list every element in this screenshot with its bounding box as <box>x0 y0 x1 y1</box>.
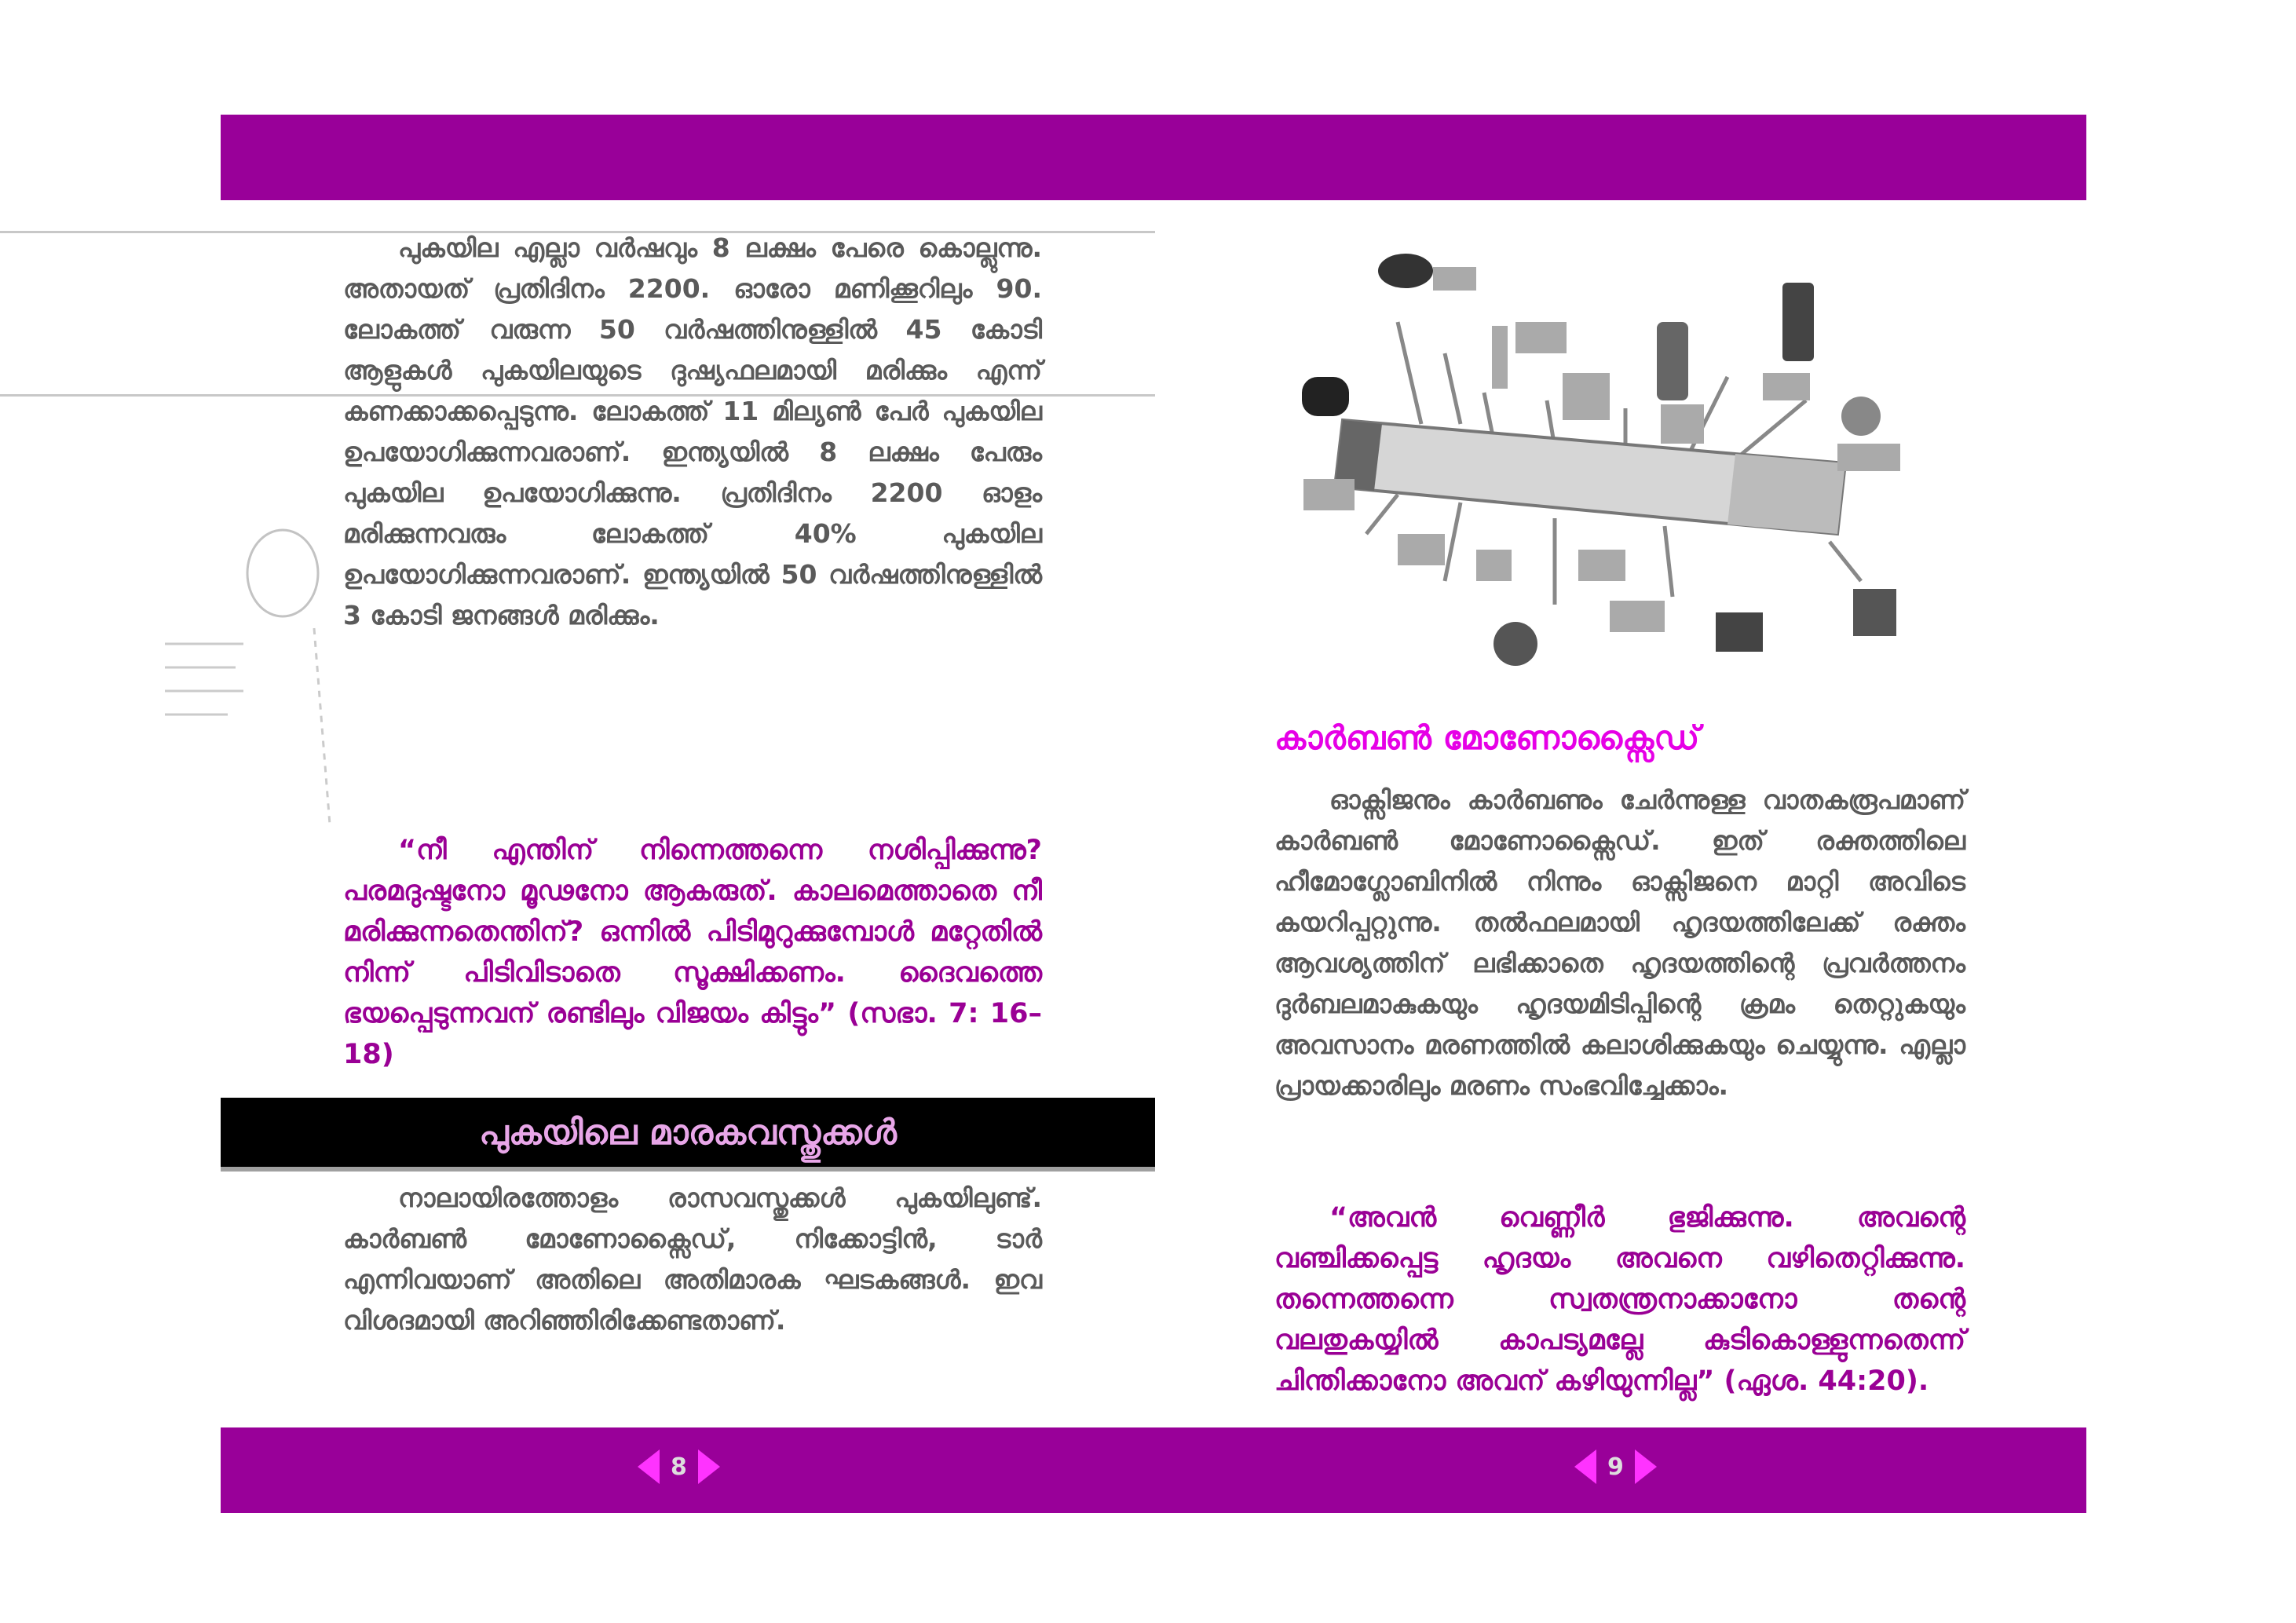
quote-text: “നീ എന്തിന് നിന്നെത്തന്നെ നശിപ്പിക്കുന്നു? പരമദുഷ്ടനോ മൂഢനോ ആകരുത്. കാലമെത്താതെ നീ മരിക്കുന്നതെന്തിന്? ഒന്നിൽ പിടിമുറുക്കുമ്പോൾ മറ്റേതിൽ നിന്ന് പിടിവിടാതെ സൂക്ഷിക്കണം. ദൈവത്തെ ഭയപ്പെടുന്നവന് രണ്ടിലും വിജയം കിട്ടും” (സഭാ. 7: 16–18) <box>343 835 1042 1070</box>
intro-paragraph <box>343 228 1042 636</box>
page-number: 9 <box>1607 1453 1624 1481</box>
page-nav-right <box>1574 1449 1657 1484</box>
section-paragraph <box>343 1178 1042 1341</box>
carbon-monoxide-heading: കാർബൺ മോണോക്സൈഡ് <box>1274 718 1700 757</box>
bible-quote-right <box>1274 1197 1965 1402</box>
section-heading-text: പുകയിലെ മാരകവസ്തുക്കൾ <box>479 1112 897 1153</box>
page-number: 8 <box>671 1453 687 1481</box>
next-arrow-icon[interactable] <box>698 1449 720 1484</box>
prev-arrow-icon[interactable] <box>1574 1449 1596 1484</box>
cigarette-chemicals-diagram <box>1296 236 1928 677</box>
next-arrow-icon[interactable] <box>1635 1449 1657 1484</box>
faded-diagram-image <box>149 510 345 824</box>
carbon-monoxide-paragraph <box>1274 780 1965 1106</box>
page-nav-left <box>638 1449 720 1484</box>
section-text: നാലായിരത്തോളം രാസവസ്തുക്കൾ പുകയിലുണ്ട്. കാർബൺ മോണോക്സൈഡ്, നിക്കോട്ടിൻ, ടാർ എന്നിവയാണ് അതിലെ അതിമാരക ഘടകങ്ങൾ. ഇവ വിശദമായി അറിഞ്ഞിരിക്കേണ്ടതാണ്. <box>343 1183 1042 1336</box>
bible-quote-left <box>343 830 1042 1075</box>
section-heading <box>221 1098 1155 1172</box>
header-band <box>221 115 2086 200</box>
prev-arrow-icon[interactable] <box>638 1449 660 1484</box>
intro-text: പുകയില എല്ലാ വർഷവും 8 ലക്ഷം പേരെ കൊല്ലുന്നു. അതായത് പ്രതിദിനം 2200. ഓരോ മണിക്കൂറിലും 90. ലോകത്ത് വരുന്ന 50 വർഷത്തിനുള്ളിൽ 45 കോടി ആളുകൾ പുകയിലയുടെ ദുഷ്യഫലമായി മരിക്കും എന്ന് കണക്കാക്കപ്പെടുന്നു. ലോകത്ത് 11 മില്യൺ പേർ പുകയില ഉപയോഗിക്കുന്നവരാണ്. ഇന്ത്യയിൽ 8 ലക്ഷം പേരും പുകയില ഉപയോഗിക്കുന്നു. പ്രതിദിനം 2200 ഓളം മരിക്കുന്നവരും ലോകത്ത് 40% പുകയില ഉപയോഗിക്കുന്നവരാണ്. ഇന്ത്യയിൽ 50 വർഷത്തിനുള്ളിൽ 3 കോടി ജനങ്ങൾ മരിക്കും. <box>343 232 1042 631</box>
paragraph-text: ഓക്സിജനും കാർബണും ചേർന്നുള്ള വാതകരൂപമാണ് കാർബൺ മോണോക്സൈഡ്. ഇത് രക്തത്തിലെ ഹീമോഗ്ലോബിനിൽ നിന്നും ഓക്സിജനെ മാറ്റി അവിടെ കയറിപ്പറ്റുന്നു. തൽഫലമായി ഹൃദയത്തിലേക്ക് രക്തം ആവശ്യത്തിന് ലഭിക്കാതെ ഹൃദയത്തിന്റെ പ്രവർത്തനം ദുർബലമാകുകയും ഹൃദയമിടിപ്പിന്റെ ക്രമം തെറ്റുകയും അവസാനം മരണത്തിൽ കലാശിക്കുകയും ചെയ്യുന്നു. എല്ലാ പ്രായക്കാരിലും മരണം സംഭവിച്ചേക്കാം. <box>1274 784 1965 1101</box>
footer-band <box>221 1427 2086 1513</box>
quote-text: “അവൻ വെണ്ണീർ ഭുജിക്കുന്നു. അവന്റെ വഞ്ചിക്കപ്പെട്ട ഹൃദയം അവനെ വഴിതെറ്റിക്കുന്നു. തന്നെത്തന്നെ സ്വതന്ത്രനാക്കാനോ തന്റെ വലതുകയ്യിൽ കാപട്യമല്ലേ കുടികൊള്ളുന്നതെന്ന് ചിന്തിക്കാനോ അവന് കഴിയുന്നില്ല” (ഏശ. 44:20). <box>1274 1202 1965 1397</box>
